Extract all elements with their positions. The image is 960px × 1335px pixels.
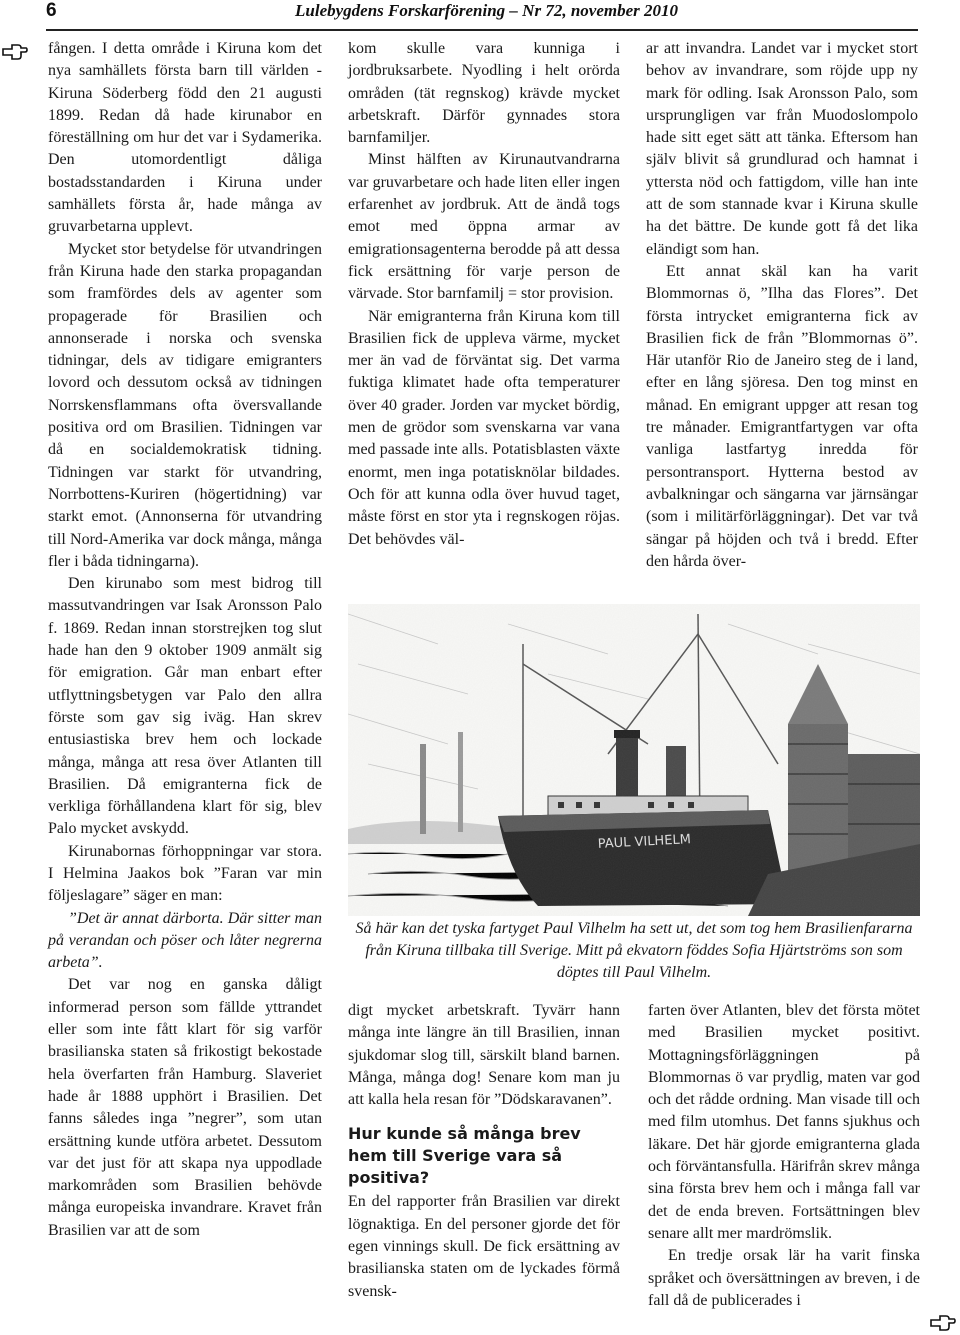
paragraph: kom skulle vara kunniga i jordbruksarbete. Nyodling i helt orörda områden (tät regnskog) krävde mycket arbetskraft. Därför gynnades stora barnfamiljer. <box>348 40 620 147</box>
article-column-3 <box>646 38 918 573</box>
ship-name-lettering: PAUL VILHELM <box>597 832 692 852</box>
paragraph: ar att invandra. Landet var i mycket stort behov av invandrare, som röjde upp ny mark för odling. Isak Aronsson Palo, som ursprungligen var från Muodoslompolo hade sitt eget sätt att tänka. Eftersom han själv blivit så grundlurad och hamnat i yttersta nöd och fattigdom, ville han inte att de som stannade kvar i Kiruna skulle ha det bättre. De kunde gott få det lika eländigt som han. <box>646 40 918 258</box>
paragraph: digt mycket arbetskraft. Tyvärr hann många inte längre än till Brasilien, innan sjukdomar slog till, särskilt bland barnen. Många, många dog! Senare kom man ju att kalla hela resan för ”Dödskaravanen”. <box>348 1002 620 1109</box>
page-number: 6 <box>46 0 57 21</box>
page-header <box>0 0 960 30</box>
article-column-2-lower <box>348 1000 620 1303</box>
paragraph: fången. I detta område i Kiruna kom det nya samhällets första barn till världen - Kiruna Söderberg född den 21 augusti 1899. Redan då hade kirunabor en föreställning om hur det var i Sydamerika. Den utomordentligt dåliga bostadsstandarden i Kiruna under samhällets första år, hade många av gruvarbetarna upplevt. <box>48 40 322 236</box>
steamship-drawing <box>348 604 920 916</box>
figure-caption: Så här kan det tyska fartyget Paul Vilhelm ha sett ut, det som tog hem Brasilienfararna från Kiruna tillbaka till Sverige. Mitt på ekvatorn föddes Sofia Hjärtströms son som döptes till Paul Vilhelm. <box>355 920 913 981</box>
section-heading: Hur kunde så många brev hem till Sverige vara så positiva? <box>348 1124 581 1188</box>
paragraph: Minst hälften av Kirunautvandrarna var gruvarbetare och hade liten eller ingen erfarenhet av jordbruk. Att de ändå togs emot med öppna armar av emigrationsagenterna berodde på att dessa fick ersättning för varje person de värvade. Stor barnfamilj = stor provision. <box>348 151 620 303</box>
header-rule <box>46 29 918 31</box>
quote-paragraph: ”Det är annat därborta. Där sitter man på verandan och pöser och låter negrerna arbeta”. <box>48 909 322 972</box>
paragraph: När emigranterna från Kiruna kom till Brasilien fick de uppleva värme, mycket mer än vad de förväntat sig. Det varma fuktiga klimatet hade ofta temperaturer över 40 grader. Jorden var mycket bördig, men de grödor som svenskarna var vana med passade inte alls. Potatisblasten växte enormt, men inga potatisknölar bildades. Och för att kunna odla över huvud taget, måste först en stor yta i regnskogen röjas. Det behövdes väl- <box>348 307 620 548</box>
pointing-hand-icon <box>2 42 28 62</box>
paragraph: Kirunabornas förhoppningar var stora. I Helmina Jaakos bok ”Faran var min följeslagare” säger en man: <box>48 842 322 905</box>
paragraph: farten över Atlanten, blev det första mötet med Brasilien mycket positivt. Mottagningsförläggningen på Blommornas ö var prydlig, maten var god och det rådde ordning. Man visade till och med film utomhus. Det fanns sjukhus och läkare. Det här gjorde emigranterna glada och förväntansfulla. Härifrån skrev många sina första brev hem och i många fall var det de enda breven. Fortsättningen blev senare allt mer mardrömslik. <box>648 1002 920 1242</box>
paragraph: Den kirunabo som mest bidrog till massutvandringen var Isak Aronsson Palo f. 1869. Redan innan storstrejken tog slut hade han den 9 oktober 1909 anmält sig för emigration. Går man enbart efter utflyttningsbetygen var Palo den allra förste som gav sig iväg. Han skrev entusiastiska brev hem och lockade många, många att resa över Atlanten till Brasilien. Då emigranterna fick de verkliga förhållandena klart för sig, blev Palo mycket avskydd. <box>48 575 322 838</box>
pointing-hand-icon <box>930 1313 956 1333</box>
paragraph: Mycket stor betydelse för utvandringen från Kiruna hade den starka propagandan som framfördes dels av agenter som propagerade för Brasilien och annonserade i norska och svenska tidningar, dels av tidigare emigranters lovord och dessutom också av tidningen Norrskensflammans ofta översvallande positiva ord om Brasilien. Tidningen var då en socialdemokratisk tidning. Tidningen var starkt för utvandring, Norrbottens-Kuriren (högertidning) var starkt emot. (Annonserna för utvandring till Nord-Amerika var dock många, många fler i båda tidningarna). <box>48 240 322 570</box>
article-column-1 <box>48 38 322 1242</box>
article-column-2 <box>348 38 620 551</box>
ship-illustration <box>348 604 920 916</box>
article-column-3-lower <box>648 1000 920 1312</box>
publication-title: Lulebygdens Forskarförening – Nr 72, november 2010 <box>295 1 678 20</box>
paragraph: En del rapporter från Brasilien var direkt lögnaktiga. En del personer gjorde det för egen vinnings skull. De fick ersättning av brasilianska staten om de lyckades förmå svensk- <box>348 1193 620 1300</box>
paragraph: Ett annat skäl kan ha varit Blommornas ö, ”Ilha das Flores”. Det första intrycket emigranterna fick av Brasilien fick de från ”Blommornas ö”. Här utanför Rio de Janeiro steg de i land, efter en lång sjöresa. Den tog minst en månad. En emigrant uppger att resan tog tre månader. Emigrantfartygen var ofta vanliga lastfartyg inredda för persontransport. Hytterna bestod av avbalkningar och sängarna var järnsängar (som i militärförläggningar). Det var två sängar på höjden och två i bredd. Efter den hårda över- <box>646 262 918 570</box>
paragraph: En tredje orsak lär ha varit finska språket och översättningen av breven, i de fall då de publicerades i <box>648 1247 920 1309</box>
paragraph: Det var nog en ganska dåligt informerad person som fällde yttrandet eller som inte fått klart för sig varför brasilianska staten så frikostigt bekostade hela överfarten från Hamburg. Slaveriet hade år 1888 upphört i Brasilien. Det fanns således inga ”negrer”, som utan ersättning kunde utföra arbetet. Dessutom var det just för att skapa nya uppodlade markområden som Brasilien behövde många europeiska invandrare. Kravet från Brasilien var att de som <box>48 976 322 1239</box>
